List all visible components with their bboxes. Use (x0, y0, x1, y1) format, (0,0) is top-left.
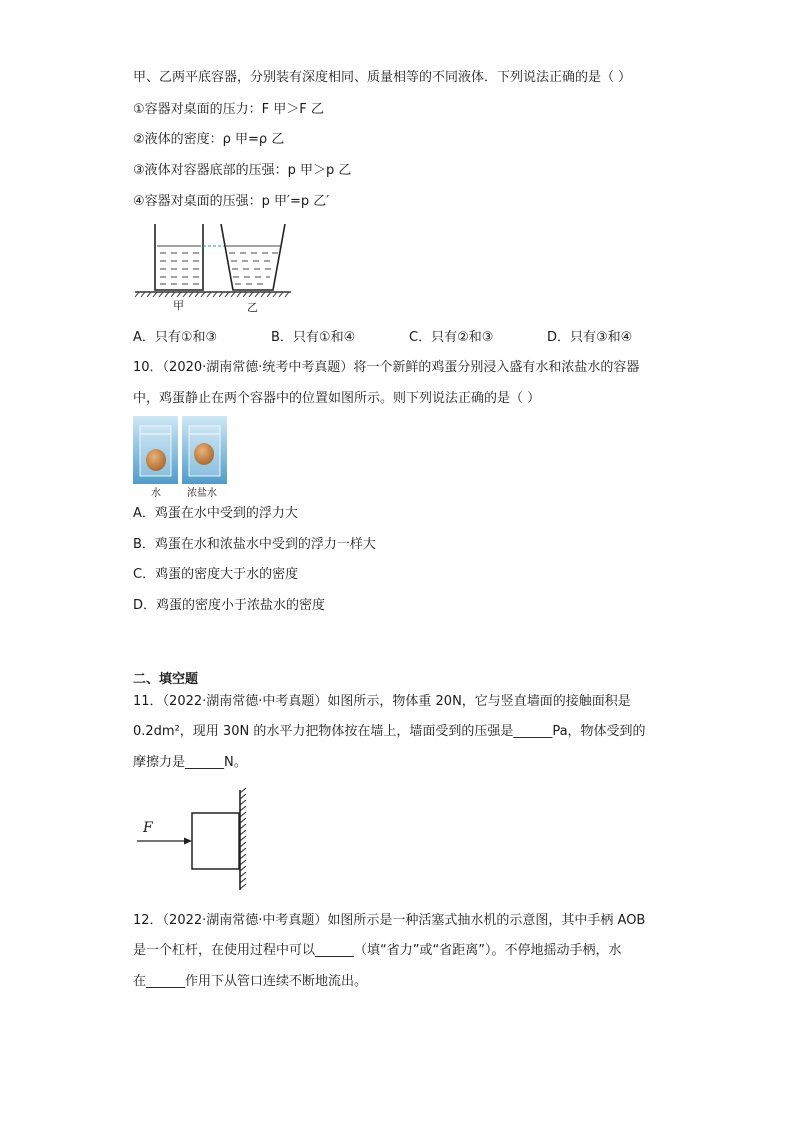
force-label: F (143, 820, 153, 836)
q9-statement-4: ④容器对桌面的压强：p 甲′=p 乙′ (133, 194, 330, 209)
q9-option-d: D．只有③和④ (547, 330, 633, 345)
q9-statement-3: ③液体对容器底部的压强：p 甲＞p 乙 (133, 163, 352, 178)
containers-diagram (133, 222, 295, 314)
q10-stem-line2: 中，鸡蛋静止在两个容器中的位置如图所示。则下列说法正确的是（ ） (133, 391, 541, 406)
wall-force-diagram (133, 785, 253, 895)
q11-line2: 0.2dm²，现用 30N 的水平力把物体按在墙上，墙面受到的压强是______Pa，物体受到的 (133, 724, 646, 739)
section-title: 二、填空题 (133, 672, 199, 687)
q10-option-a: A．鸡蛋在水中受到的浮力大 (133, 506, 298, 521)
q12-line1: 12．（2022·湖南常德·中考真题）如图所示是一种活塞式抽水机的示意图，其中手柄 AOB (133, 913, 646, 928)
q10-option-b: B．鸡蛋在水和浓盐水中受到的浮力一样大 (133, 537, 376, 552)
q10-stem-line1: 10．（2020·湖南常德·统考中考真题）将一个新鲜的鸡蛋分别浸入盛有水和浓盐水的容器 (133, 360, 640, 375)
q9-statement-1: ①容器对桌面的压力：F 甲＞F 乙 (133, 102, 324, 117)
egg-beakers-photo (133, 416, 227, 484)
q9-stem: 甲、乙两平底容器，分别装有深度相同、质量相等的不同液体．下列说法正确的是（ ） (133, 70, 632, 85)
q11-line3: 摩擦力是______N。 (133, 755, 247, 770)
q11-line1: 11．（2022·湖南常德·中考真题）如图所示，物体重 20N，它与竖直墙面的接触面积是 (133, 694, 631, 709)
container-label-yi: 乙 (247, 301, 258, 314)
q9-option-c: C．只有②和③ (409, 330, 494, 345)
q10-option-d: D．鸡蛋的密度小于浓盐水的密度 (133, 598, 326, 613)
beaker-label-brine: 浓盐水 (187, 488, 217, 499)
q9-containers-figure (133, 222, 295, 314)
q10-option-c: C．鸡蛋的密度大于水的密度 (133, 567, 299, 582)
q12-line2: 是一个杠杆，在使用过程中可以______（填“省力”或“省距离”）。不停地摇动手柄，水 (133, 943, 622, 958)
q9-option-b: B．只有①和④ (271, 330, 356, 345)
q12-line3: 在______作用下从管口连续不断地流出。 (133, 974, 368, 989)
q9-statement-2: ②液体的密度：ρ 甲=ρ 乙 (133, 132, 285, 147)
container-label-jia: 甲 (173, 299, 184, 312)
q9-option-a: A．只有①和③ (133, 330, 218, 345)
beaker-label-water: 水 (151, 488, 161, 499)
q10-egg-figure (133, 416, 227, 498)
q11-wall-figure (133, 785, 253, 895)
